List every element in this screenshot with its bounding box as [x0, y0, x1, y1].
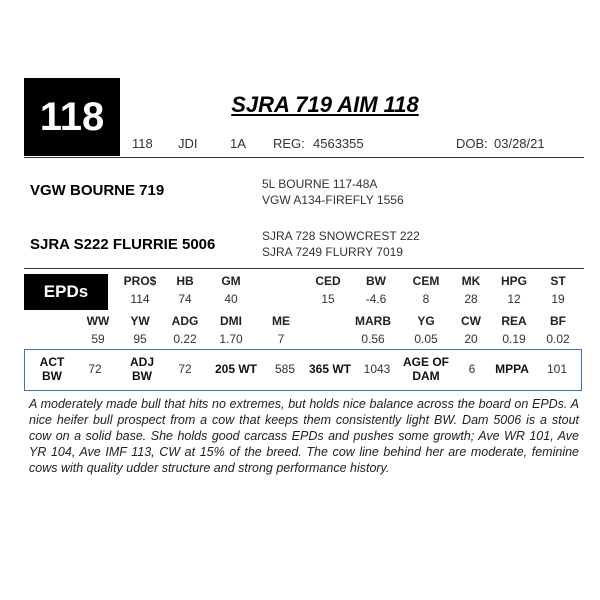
epd-value-dmi: 1.70 [219, 332, 243, 346]
animal-name: SJRA 719 AIM 118 [231, 92, 419, 117]
reg-label: REG: [273, 136, 305, 151]
epd-label-ww: WW [86, 314, 110, 328]
dam-name: SJRA S222 FLURRIE 5006 [30, 236, 216, 253]
adj-bw-value: 72 [178, 362, 192, 376]
lot-number: 118 [24, 78, 120, 156]
epd-value-yw: 95 [133, 332, 147, 346]
epd-label-gm: GM [221, 274, 241, 288]
epd-label-cem: CEM [412, 274, 440, 288]
wt365-label: 365 WT [308, 362, 351, 376]
epd-value-bf: 0.02 [546, 332, 570, 346]
divider [24, 157, 584, 158]
act-bw-label: ACT BW [39, 355, 65, 383]
epd-value-marb: 0.56 [361, 332, 385, 346]
sire-sire: 5L BOURNE 117-48A [262, 177, 378, 191]
epd-label-rea: REA [501, 314, 527, 328]
epd-label-yw: YW [130, 314, 150, 328]
dam-sire: SJRA 728 SNOWCREST 222 [262, 229, 420, 243]
epd-label-dmi: DMI [220, 314, 242, 328]
epd-label-bw: BW [366, 274, 386, 288]
epd-value-ww: 59 [91, 332, 105, 346]
dob-label: DOB: [456, 136, 488, 151]
mppa-label: MPPA [495, 362, 529, 376]
epd-value-mk: 28 [464, 292, 478, 306]
epd-value-bw: -4.6 [365, 292, 387, 306]
epd-value-cw: 20 [464, 332, 478, 346]
epd-label-pro: PRO$ [123, 274, 157, 288]
epd-label-st: ST [550, 274, 566, 288]
epd-label: EPDs [24, 274, 108, 310]
age-of-dam-label: AGE OF DAM [402, 355, 449, 383]
epd-value-ced: 15 [321, 292, 335, 306]
epd-value-rea: 0.19 [502, 332, 526, 346]
epd-label-cw: CW [461, 314, 481, 328]
epd-label-hpg: HPG [500, 274, 527, 288]
epd-label-ced: CED [315, 274, 341, 288]
epd-label-mk: MK [461, 274, 481, 288]
divider [24, 268, 584, 269]
epd-value-hb: 74 [178, 292, 192, 306]
epd-label-adg: ADG [171, 314, 199, 328]
dob-value: 03/28/21 [494, 136, 545, 151]
act-bw-value: 72 [88, 362, 102, 376]
epd-label-marb: MARB [355, 314, 391, 328]
epd-value-st: 19 [551, 292, 565, 306]
description: A moderately made bull that hits no extremes, but holds nice balance across the board on EPDs. A nice heifer bull prospect from a cow that keeps them consistently light BW. Dam 5006 is a stout cow on a solid base. She holds good carcass EPDs and pushes some growth; Ave WR 101, Ave YR 104, Ave IMF 113, CW at 15% of the breed. The cow line behind her are moderate, feminine cows with quality udder structure and strong performance history. [29, 397, 579, 475]
sire-name: VGW BOURNE 719 [30, 182, 165, 199]
epd-value-cem: 8 [422, 292, 430, 306]
tattoo: 118 [132, 136, 153, 151]
registry-code: 1A [230, 136, 246, 151]
epd-label-me: ME [272, 314, 290, 328]
epd-label-bf: BF [550, 314, 566, 328]
epd-label-yg: YG [417, 314, 435, 328]
breeder-code: JDI [178, 136, 198, 151]
epd-value-yg: 0.05 [414, 332, 438, 346]
epd-value-pro: 114 [130, 292, 150, 306]
epd-value-me: 7 [277, 332, 285, 346]
epd-value-adg: 0.22 [173, 332, 197, 346]
dam-dam: SJRA 7249 FLURRY 7019 [262, 245, 403, 259]
reg-number: 4563355 [313, 136, 364, 151]
sire-dam: VGW A134-FIREFLY 1556 [262, 193, 404, 207]
wt205-label: 205 WT [214, 362, 257, 376]
epd-value-hpg: 12 [507, 292, 521, 306]
epd-label-hb: HB [176, 274, 194, 288]
wt205-value: 585 [274, 362, 296, 376]
mppa-value: 101 [546, 362, 568, 376]
age-of-dam-value: 6 [468, 362, 476, 376]
wt365-value: 1043 [363, 362, 391, 376]
epd-value-gm: 40 [224, 292, 238, 306]
adj-bw-label: ADJ BW [129, 355, 154, 383]
